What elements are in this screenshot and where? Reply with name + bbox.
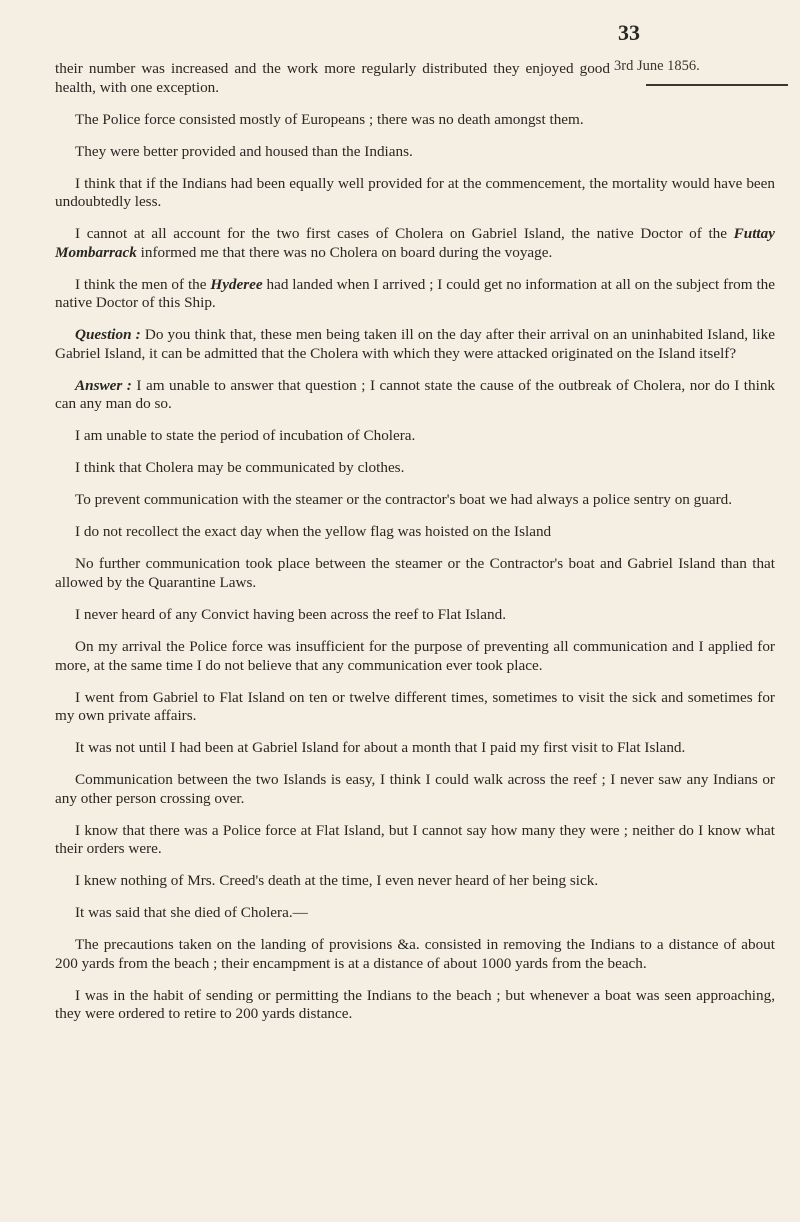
paragraph: I am unable to state the period of incubation of Cholera. <box>75 427 416 445</box>
answer-label: Answer : <box>75 376 132 394</box>
question-paragraph <box>55 326 775 363</box>
paragraph: I never heard of any Convict having been across the reef to Flat Island. <box>75 605 507 623</box>
document-body <box>55 60 775 1037</box>
paragraph: The precautions taken on the landing of provisions &a. consisted in removing the Indians to a distance of about 200 yards from the beach ; their encampment is at a distance of about 1000 yards from the beach. <box>55 936 775 972</box>
paragraph: No further communication took place between the steamer or the Contractor's boat and Gabriel Island than that allowed by the Quarantine Laws. <box>55 555 775 591</box>
paragraph: I think that Cholera may be communicated by clothes. <box>75 459 405 477</box>
paragraph-text: I cannot at all account for the two first cases of Cholera on Gabriel Island, the native Doctor of the <box>75 225 734 243</box>
paragraph: I think that if the Indians had been equally well provided for at the commencement, the mortality would have been undoubtedly less. <box>55 174 775 211</box>
paragraph-text: Do you think that, these men being taken ill on the day after their arrival on an uninhabited Island, like Gabriel Island, it can be admitted that the Cholera with which they were attacked originated on the Island itself? <box>55 326 775 362</box>
paragraph-text: I am unable to answer that question ; I cannot state the cause of the outbreak of Cholera, nor do I think can any man do so. <box>55 376 776 413</box>
paragraph: their number was increased and the work more regularly distributed they enjoyed good health, with one exception. <box>55 60 610 96</box>
paragraph <box>55 276 775 313</box>
question-label: Question : <box>75 326 141 344</box>
ship-name: Futtay Mombarrack <box>55 225 775 261</box>
paragraph: I do not recollect the exact day when the yellow flag was hoisted on the Island <box>75 523 552 541</box>
page-number: 33 <box>618 20 640 45</box>
paragraph: On my arrival the Police force was insufficient for the purpose of preventing all communication and I applied for more, at the same time I do not believe that any communication ever took place. <box>55 637 775 674</box>
answer-paragraph <box>55 377 775 414</box>
paragraph <box>55 225 775 262</box>
paragraph: I knew nothing of Mrs. Creed's death at the time, I even never heard of her being sick. <box>75 872 599 890</box>
paragraph: Communication between the two Islands is easy, I think I could walk across the reef ; I never saw any Indians or any other person crossing over. <box>55 771 775 807</box>
paragraph: It was said that she died of Cholera.— <box>75 904 308 922</box>
paragraph-text: I think the men of the <box>75 275 211 293</box>
ship-name: Hyderee <box>210 275 263 293</box>
paragraph: I went from Gabriel to Flat Island on ten or twelve different times, sometimes to visit the sick and sometimes for my own private affairs. <box>55 688 775 725</box>
paragraph-text: informed me that there was no Cholera on board during the voyage. <box>136 243 553 261</box>
paragraph-text: had landed when I arrived ; I could get no information at all on the subject from the native Doctor of this Ship. <box>55 275 776 312</box>
paragraph: To prevent communication with the steamer or the contractor's boat we had always a police sentry on guard. <box>75 491 733 509</box>
paragraph: It was not until I had been at Gabriel Island for about a month that I paid my first visit to Flat Island. <box>75 739 686 757</box>
paragraph: I know that there was a Police force at Flat Island, but I cannot say how many they were ; neither do I know what their orders were. <box>55 821 775 858</box>
margin-date-note: 3rd June 1856. <box>614 58 700 74</box>
paragraph: They were better provided and housed than the Indians. <box>75 142 413 160</box>
paragraph: The Police force consisted mostly of Europeans ; there was no death amongst them. <box>75 110 584 128</box>
paragraph: I was in the habit of sending or permitting the Indians to the beach ; but whenever a boat was seen approaching, they were ordered to retire to 200 yards distance. <box>55 986 775 1023</box>
